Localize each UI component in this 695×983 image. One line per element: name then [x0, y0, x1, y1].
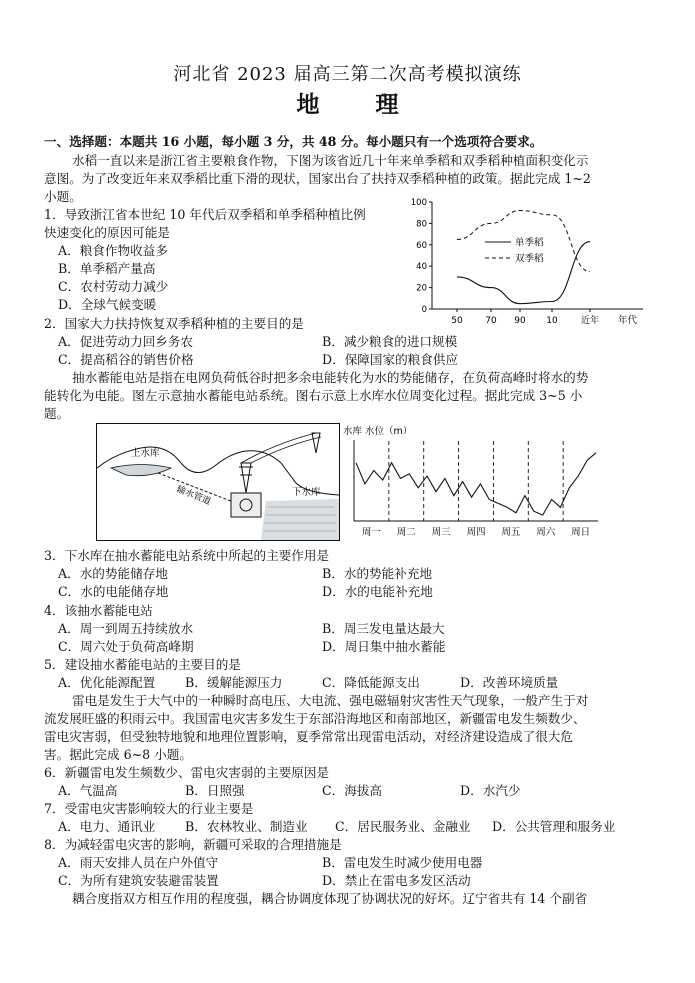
option: B．农林牧业、制造业 — [185, 819, 308, 834]
option: A．水的势能储存地 — [58, 566, 168, 581]
option: A．雨天安排人员在户外值守 — [58, 855, 219, 870]
y-tick-label: 100 — [410, 198, 427, 208]
y-tick-label: 20 — [416, 283, 427, 294]
rice-area-chart — [405, 197, 675, 332]
option: C．周六处于负荷高峰期 — [58, 639, 194, 654]
option: D．水汽少 — [460, 783, 521, 798]
question-stem: 4．该抽水蓄能电站 — [44, 603, 153, 618]
power-house — [231, 493, 261, 517]
question-stem: 5．建设抽水蓄能电站的主要目的是 — [44, 657, 241, 672]
x-tick-label: 周日 — [571, 527, 591, 538]
question-stem: 3．下水库在抽水蓄能电站系统中所起的主要作用是 — [44, 548, 330, 563]
passage-line: 能转化为电能。图左示意抽水蓄能电站系统。图右示意上水库水位周变化过程。据此完成 3~5 小 — [44, 388, 583, 403]
passage-line: 小题。 — [44, 189, 82, 204]
option: A．气温高 — [58, 783, 118, 798]
option: B．周三发电量达最大 — [322, 621, 445, 636]
question-stem: 1．导致浙江省本世纪 10 年代后双季稻和单季稻种植比例 — [44, 207, 366, 222]
x-axis-label: 年代 — [618, 315, 638, 326]
x-tick-label: 周三 — [431, 527, 451, 538]
option: D．全球气候变暖 — [58, 297, 157, 312]
question-stem: 快速变化的原因可能是 — [44, 225, 170, 240]
option: C．海拔高 — [322, 783, 383, 798]
passage-line: 水稻一直以来是浙江省主要粮食作物，下图为该省近几十年来单季稻和双季稻种植面积变化示 — [72, 153, 589, 168]
x-tick-label: 70 — [485, 316, 497, 326]
option: A．促进劳动力回乡务农 — [58, 334, 194, 349]
option: B．日照强 — [185, 783, 245, 798]
option: A．粮食作物收益多 — [58, 243, 168, 258]
exam-title: 河北省 2023 届高三第二次高考模拟演练 — [173, 64, 522, 85]
y-tick-label: 60 — [416, 240, 427, 251]
passage-line: 意图。为了改变近年来双季稻比重下滑的现状，国家出台了扶持双季稻种植的政策。据此完成 1~2 — [44, 171, 591, 186]
lower-reservoir-label: 下水库 — [292, 487, 321, 498]
passage-line: 雷电是发生于大气中的一种瞬时高电压、大电流、强电磁辐射灾害性天气现象，一般产生于对 — [72, 693, 589, 708]
option: D．周日集中抽水蓄能 — [322, 639, 446, 654]
legend-label: 单季稻 — [515, 237, 544, 249]
x-tick-label: 10 — [546, 316, 558, 326]
x-tick-label: 周五 — [501, 527, 521, 538]
option: A．周一到周五持续放水 — [58, 621, 194, 636]
option: B．雷电发生时减少使用电器 — [322, 855, 483, 870]
option: D．改善环境质量 — [460, 675, 559, 690]
transmission-tower-icon — [239, 463, 253, 493]
x-tick-label: 周六 — [536, 527, 556, 538]
question-stem: 2．国家大力扶持恢复双季稻种植的主要目的是 — [44, 316, 304, 331]
x-tick-label: 周一 — [361, 527, 381, 538]
x-tick-label: 90 — [514, 316, 526, 326]
option: C．农村劳动力减少 — [58, 279, 169, 294]
pipe-label: 输水管道 — [174, 484, 213, 508]
option: D．保障国家的粮食供应 — [322, 352, 459, 367]
x-tick-label: 50 — [451, 316, 463, 326]
option: B．缓解能源压力 — [185, 675, 283, 690]
y-tick-label: 40 — [416, 262, 427, 273]
option: C．水的电能储存地 — [58, 584, 169, 599]
question-stem: 6．新疆雷电发生频数少、雷电灾害弱的主要原因是 — [44, 765, 330, 780]
passage-line: 雷电灾害弱，但受独特地貌和地理位置影响，夏季常常出现雷电活动，对经济建设造成了很大危 — [44, 729, 573, 744]
y-tick-label: 80 — [416, 219, 427, 230]
option: A．优化能源配置 — [58, 675, 156, 690]
distant-tower-icon — [312, 433, 320, 453]
passage-line: 耦合度指双方相互作用的程度强，耦合协调度体现了协调状况的好坏。辽宁省共有 14 个副省 — [72, 891, 588, 906]
option: D．公共管理和服务业 — [492, 819, 616, 834]
x-tick-label: 近年 — [580, 316, 600, 326]
passage-line: 流发展旺盛的积雨云中。我国雷电灾害多发生于东部沿海地区和南部地区，新疆雷电发生频数少、 — [44, 711, 586, 726]
option: B．单季稻产量高 — [58, 261, 156, 276]
passage-line: 害。据此完成 6~8 小题。 — [44, 747, 192, 762]
pumped-storage-diagram — [96, 423, 340, 541]
section-heading: 一、选择题：本题共 16 小题，每小题 3 分，共 48 分。每小题只有一个选项符合要求。 — [44, 134, 543, 149]
water-level-chart — [340, 423, 610, 541]
x-tick-label: 周四 — [466, 527, 486, 538]
lower-reservoir-water — [261, 499, 339, 540]
question-stem: 8．为减轻雷电灾害的影响，新疆可采取的合理措施是 — [44, 837, 342, 852]
water-level-line — [356, 453, 596, 515]
option: C．居民服务业、金融业 — [335, 819, 471, 834]
passage-line: 抽水蓄能电站是指在电网负荷低谷时把多余电能转化为水的势能储存，在负荷高峰时将水的势 — [72, 370, 589, 385]
power-lines — [241, 433, 321, 463]
upper-reservoir-label: 上水库 — [131, 448, 160, 459]
option: D．水的电能补充地 — [322, 584, 433, 599]
y-tick-label: 0 — [421, 305, 427, 315]
exam-subject: 地 理 — [296, 91, 423, 118]
legend-label: 双季稻 — [515, 253, 544, 265]
upper-reservoir-water — [111, 465, 171, 476]
option: D．禁止在雷电多发区活动 — [322, 873, 471, 888]
option: C．降低能源支出 — [322, 675, 420, 690]
option: C．为所有建筑安装避雷装置 — [58, 873, 219, 888]
option: B．水的势能补充地 — [322, 566, 433, 581]
passage-line: 题。 — [44, 406, 70, 421]
option: C．提高稻谷的销售价格 — [58, 352, 194, 367]
question-stem: 7．受雷电灾害影响较大的行业主要是 — [44, 801, 254, 816]
x-tick-label: 周二 — [396, 527, 416, 538]
option: B．减少粮食的进口规模 — [322, 334, 458, 349]
series-line-single — [457, 242, 590, 304]
option: A．电力、通讯业 — [58, 819, 156, 834]
chart-title: 水库 水位（m） — [343, 426, 413, 437]
